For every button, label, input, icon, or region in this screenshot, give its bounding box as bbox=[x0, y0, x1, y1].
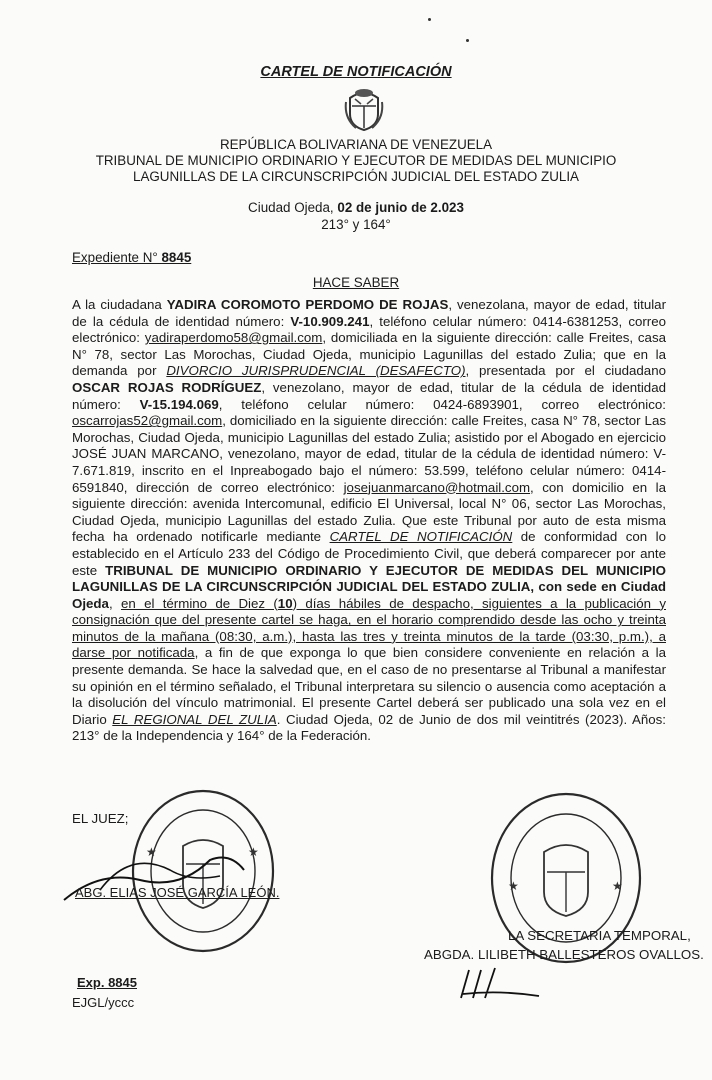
document-date bbox=[0, 199, 712, 233]
svg-text:★: ★ bbox=[146, 845, 157, 859]
coat-of-arms-icon bbox=[342, 84, 386, 134]
term-text: ) días hábiles de despacho, siguientes a la publicación y consignación que del presente cartel se haga, en el horario comprendido desde las ocho y treinta minutos de la mañana (08:30, a.m.), hasta las tres y treinta minutos de la tarde (03:30, p.m.), a darse por notificada bbox=[72, 595, 666, 661]
date-day: 02 bbox=[337, 200, 353, 215]
body-text: , domiciliada en la siguiente dirección: calle Freites, casa N° 78, sector Las Morochas, Ciudad Ojeda, municipio Lagunillas del estado Zulia; que en la demanda por bbox=[72, 330, 666, 379]
case-type: DIVORCIO JURISPRUDENCIAL (DESAFECTO) bbox=[166, 363, 466, 379]
header-jurisdiction: LAGUNILLAS DE LA CIRCUNSCRIPCIÓN JUDICIAL DEL ESTADO ZULIA bbox=[133, 169, 579, 184]
lawyer-email-link[interactable]: josejuanmarcano@hotmail.com bbox=[343, 479, 531, 495]
body-text: , teléfono celular número: 0424-6893901, correo electrónico: bbox=[218, 396, 666, 412]
svg-text:★: ★ bbox=[508, 879, 519, 893]
date-year: 2.023 bbox=[430, 200, 464, 215]
plaintiff-name: OSCAR ROJAS RODRÍGUEZ bbox=[72, 379, 262, 395]
court-header bbox=[0, 137, 712, 185]
body-text: , bbox=[108, 595, 121, 611]
footer-case-number: Exp. 8845 bbox=[77, 975, 137, 990]
term-days: 10 bbox=[277, 595, 293, 611]
newspaper-name: EL REGIONAL DEL ZULIA bbox=[112, 711, 277, 727]
case-number-label: Expediente N° bbox=[72, 250, 162, 265]
section-title: HACE SABER bbox=[312, 275, 400, 290]
date-of: de bbox=[352, 200, 376, 215]
date-line bbox=[0, 199, 712, 216]
body-text: , teléfono celular número: 0414-6381253, correo electrónico: bbox=[72, 313, 667, 346]
plaintiff-id: V-15.194.069 bbox=[139, 396, 219, 412]
secretary-name: ABGDA. LILIBETH BALLESTEROS OVALLOS. bbox=[424, 947, 704, 962]
body-text: , venezolano, mayor de edad, titular de la cédula de identidad número: bbox=[72, 379, 666, 412]
svg-text:★: ★ bbox=[612, 879, 623, 893]
body-text: , a fin de que exponga lo que bien considere conveniente en relación a la presente demanda. Se hace la salvedad que, en el caso de no presentarse al Tribunal a manifestar su opinión en el término señalado, el Tribunal interpretara su silencio o ausencia como aceptación a la disolución del vínculo matrimonial. El presente Cartel deberá ser publicado una sola vez en el Diario bbox=[72, 645, 666, 727]
secretary-signature-icon bbox=[455, 964, 545, 1004]
date-city: Ciudad Ojeda, bbox=[248, 200, 338, 215]
notification-body bbox=[72, 297, 666, 745]
date-of: de bbox=[407, 200, 431, 215]
recipient-name: YADIRA COROMOTO PERDOMO DE ROJAS bbox=[166, 297, 449, 312]
header-country: REPÚBLICA BOLIVARIANA DE VENEZUELA bbox=[219, 137, 493, 152]
body-text: , presentada por el ciudadano bbox=[465, 363, 666, 379]
body-text: , venezolana, mayor de edad, titular de la cédula de identidad número: bbox=[72, 297, 667, 329]
speck bbox=[466, 39, 469, 42]
recipient-email-link[interactable]: yadiraperdomo58@gmail.com bbox=[144, 330, 323, 346]
secretary-title: LA SECRETARIA TEMPORAL, bbox=[508, 928, 691, 943]
body-text: , domiciliado en la siguiente dirección: calle Freites, casa N° 78, sector Las Morochas, Ciudad Ojeda, municipio Lagunillas del estado Zulia; asistido por el Abogado en ejercicio JOSÉ JUAN MARCANO, venezolano, mayor de edad, titular de la cédula de identidad número: V-7.671.819, inscrito en el Inpreabogado bajo el número: 53.599, teléfono celular número: 0414-6591840, dirección de correo electrónico: bbox=[72, 413, 666, 495]
term-text: en el término de Diez ( bbox=[120, 595, 278, 611]
body-text: , con domicilio en la siguiente dirección: avenida Intercomunal, edificio El Universal, local N° 06, sector Las Morochas, Ciudad Ojeda, municipio Lagunillas del estado Zulia. Que este Tribunal por auto de esta misma fecha ha ordenado notificarle mediante bbox=[72, 479, 666, 545]
tribunal-name: TRIBUNAL DE MUNICIPIO ORDINARIO Y EJECUTOR DE MEDIDAS DEL MUNICIPIO LAGUNILLAS DE LA CIRCUNSCRIPCIÓN JUDICIAL DEL ESTADO ZULIA, con sede en Ciudad Ojeda bbox=[72, 562, 666, 611]
speck bbox=[428, 18, 431, 21]
judge-name: ABG. ELIAS JOSÉ GARCÍA LEÓN. bbox=[75, 885, 280, 900]
body-text: de conformidad con lo establecido en el Artículo 233 del Código de Procedimiento Civil, que deberá comparecer por ante este bbox=[72, 529, 667, 578]
body-text: . Ciudad Ojeda, 02 de Junio de dos mil veintitrés (2023). Años: 213° de la Independencia y 164° de la Federación. bbox=[72, 711, 666, 744]
recipient-id: V-10.909.241 bbox=[290, 313, 370, 329]
document-title: CARTEL DE NOTIFICACIÓN bbox=[260, 64, 452, 80]
svg-text:★: ★ bbox=[248, 845, 259, 859]
cartel-reference: CARTEL DE NOTIFICACIÓN bbox=[329, 529, 513, 545]
case-number bbox=[72, 250, 191, 265]
plaintiff-email-link[interactable]: oscarrojas52@gmail.com bbox=[72, 413, 223, 429]
footer-initials: EJGL/yccc bbox=[72, 995, 135, 1010]
judge-label: EL JUEZ; bbox=[72, 811, 129, 826]
years-line: 213° y 164° bbox=[321, 217, 391, 232]
case-number-value: 8845 bbox=[161, 250, 192, 265]
date-month: junio bbox=[375, 200, 408, 215]
header-court: TRIBUNAL DE MUNICIPIO ORDINARIO Y EJECUTOR DE MEDIDAS DEL MUNICIPIO bbox=[95, 153, 617, 168]
body-text: A la ciudadana bbox=[72, 297, 167, 312]
right-court-stamp-icon bbox=[486, 790, 646, 970]
